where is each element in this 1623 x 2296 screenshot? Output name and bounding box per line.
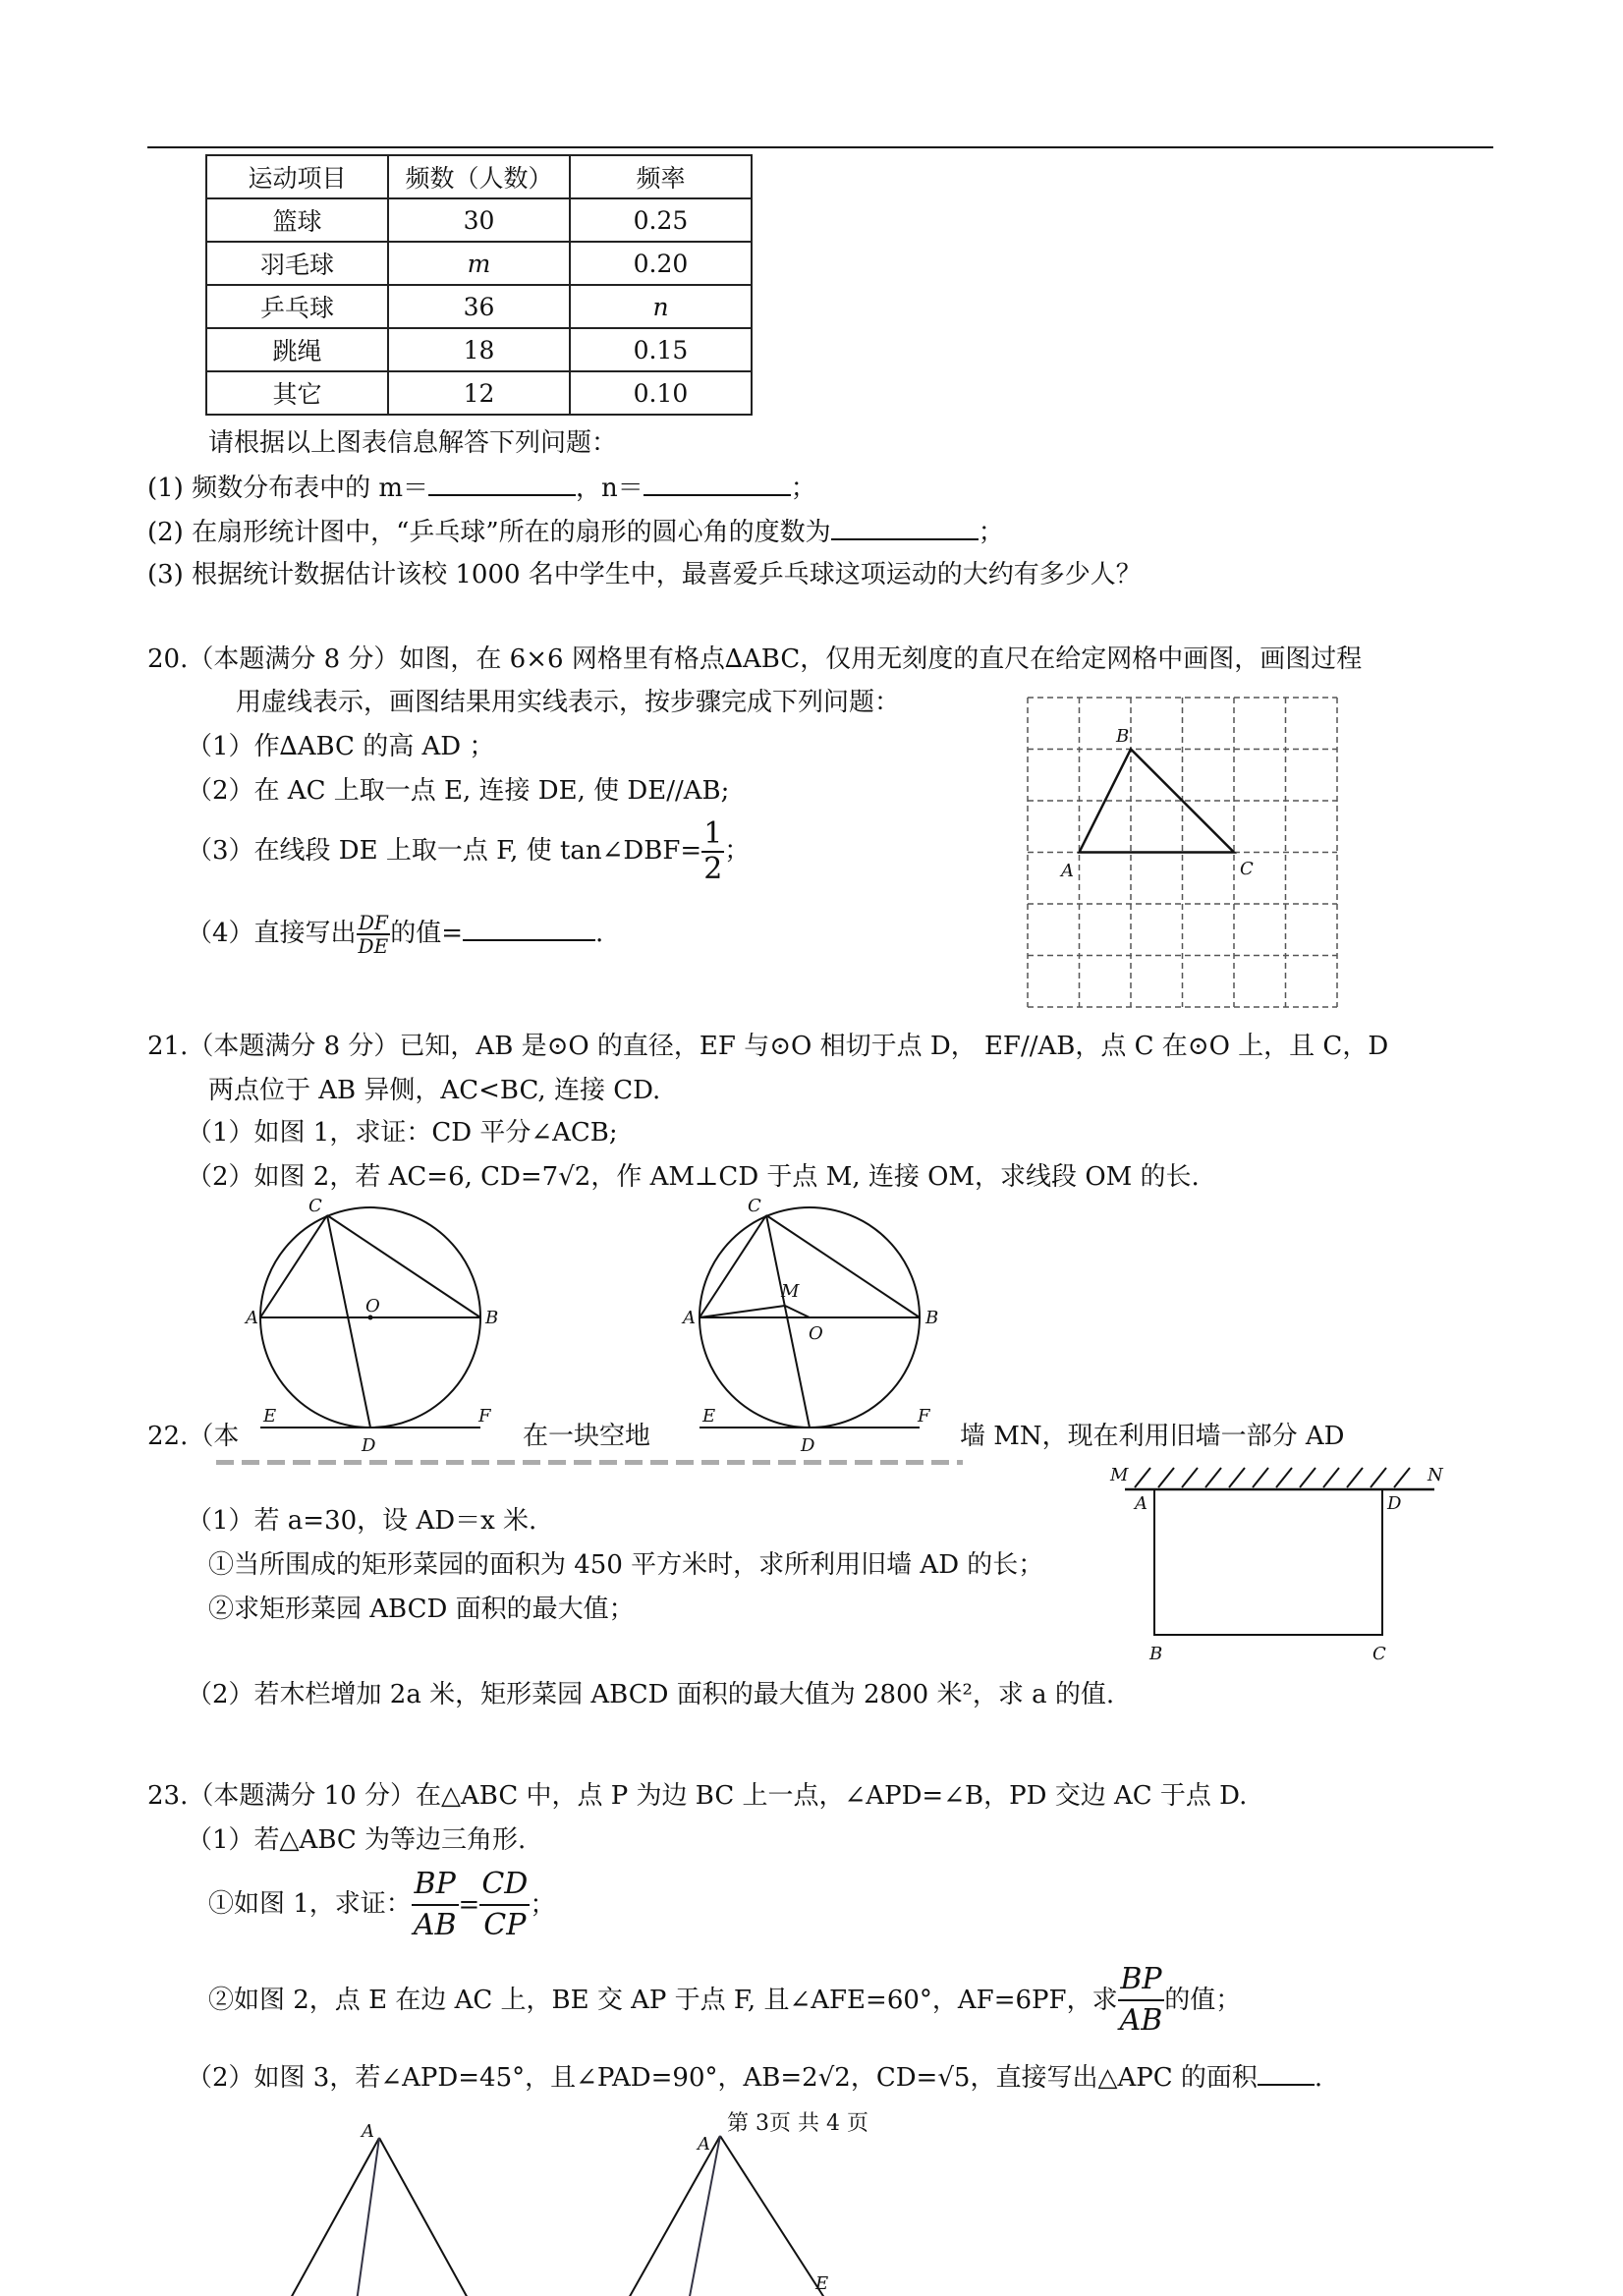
q19-part3: (3) 根据统计数据估计该校 1000 名中学生中，最喜爱乒乓球这项运动的大约有多少人？ xyxy=(147,560,1142,589)
table-cell: 30 xyxy=(388,198,570,242)
fraction-numerator: 1 xyxy=(703,816,723,851)
q21-step2: （2）如图 2，若 AC=6, CD=7√2，作 AM⊥CD 于点 M, 连接 OM，求线段 OM 的长. xyxy=(187,1162,1200,1192)
triangle-figure-1 xyxy=(265,2121,491,2296)
point-label-a: A xyxy=(683,1308,696,1328)
q20-line2: 用虚线表示，画图结果用实线表示，按步骤完成下列问题： xyxy=(236,688,901,717)
point-label-a: A xyxy=(1135,1493,1147,1514)
q19-part2-text: (2) 在扇形统计图中，“乒乓球”所在的扇形的圆心角的度数为 xyxy=(147,518,831,547)
point-label-e: E xyxy=(702,1406,716,1427)
q20-step4-tail: . xyxy=(594,919,604,948)
fraction xyxy=(1118,1960,1165,2041)
q22-step1a: ①当所围成的矩形菜园的面积为 450 平方米时，求所利用旧墙 AD 的长； xyxy=(208,1550,1044,1580)
segment-ap xyxy=(688,2136,720,2296)
point-label-f: F xyxy=(478,1406,491,1427)
table-row xyxy=(206,198,752,242)
fraction xyxy=(412,1865,459,1945)
side-ac xyxy=(720,2136,830,2296)
answer-blank xyxy=(1258,2084,1315,2086)
fraction-denominator: CP xyxy=(483,1908,527,1942)
table-row xyxy=(206,155,752,198)
page-footer: 第 3页 共 4 页 xyxy=(727,2111,868,2136)
q19-part1-text: (1) 频数分布表中的 m＝ xyxy=(147,474,429,503)
point-label-f: F xyxy=(918,1406,930,1427)
table-cell: 18 xyxy=(388,328,570,371)
segment-ac xyxy=(260,1215,327,1317)
fraction xyxy=(479,1865,530,1945)
point-label-c: C xyxy=(748,1196,761,1216)
table-header: 频数（人数） xyxy=(388,155,570,198)
q20-line1: 20.（本题满分 8 分）如图，在 6×6 网格里有格点∆ABC，仅用无刻度的直尺在给定网格中画图，画图过程 xyxy=(147,644,1363,674)
table-cell: n xyxy=(570,285,752,328)
table-row xyxy=(206,242,752,285)
segment-bc xyxy=(327,1215,480,1317)
q20-step3 xyxy=(187,817,750,886)
table-cell: 篮球 xyxy=(206,198,388,242)
fraction-numerator: CD xyxy=(479,1865,530,1906)
segment-cd xyxy=(327,1215,370,1428)
point-label-a: A xyxy=(362,2121,374,2142)
q21-line1: 21.（本题满分 8 分）已知，AB 是⊙O 的直径，EF 与⊙O 相切于点 D， EF//AB，点 C 在⊙O 上，且 C，D xyxy=(147,1032,1389,1061)
fraction xyxy=(357,912,391,957)
q20-step1: （1）作∆ABC 的高 AD ； xyxy=(187,732,495,761)
table-header: 运动项目 xyxy=(206,155,388,198)
point-label-m: M xyxy=(1110,1465,1129,1485)
point-label-o: O xyxy=(809,1323,823,1344)
table-cell: 其它 xyxy=(206,371,388,415)
point-label-a: A xyxy=(698,2134,710,2155)
fraction-numerator: DF xyxy=(357,912,391,935)
q23-step1: （1）若△ABC 为等边三角形. xyxy=(187,1825,527,1855)
table-row xyxy=(206,285,752,328)
q22-step1b: ②求矩形菜园 ABCD 面积的最大值； xyxy=(208,1595,635,1624)
q21-line2: 两点位于 AB 异侧，AC<BC, 连接 CD. xyxy=(208,1076,661,1105)
answer-blank xyxy=(831,538,979,540)
table-cell: 跳绳 xyxy=(206,328,388,371)
fraction-numerator: BP xyxy=(1118,1960,1165,2001)
q23-step2-text: （2）如图 3，若∠APD=45°，且∠PAD=90°，AB=2√2，CD=√5，直接写出△APC 的面积 xyxy=(187,2063,1258,2093)
point-label-e: E xyxy=(263,1406,277,1427)
garden-figure xyxy=(1105,1464,1449,1670)
q21-step1: （1）如图 1，求证：CD 平分∠ACB; xyxy=(187,1118,618,1148)
q20-step3-text: （3）在线段 DE 上取一点 F, 使 tan∠DBF= xyxy=(187,836,702,866)
q22-lead: 22.（本 xyxy=(147,1422,240,1451)
table-cell: 36 xyxy=(388,285,570,328)
point-label-a: A xyxy=(1061,861,1074,881)
point-label-b: B xyxy=(1149,1644,1163,1664)
header-rule xyxy=(147,146,1493,148)
q19-part1-text-c: ； xyxy=(790,474,816,503)
point-label-e: E xyxy=(815,2273,829,2294)
point-label-c: C xyxy=(308,1196,322,1216)
obscured-text-strip xyxy=(216,1456,963,1470)
q23-step2-end: . xyxy=(1314,2063,1323,2093)
answer-blank xyxy=(463,939,595,941)
q20-step4 xyxy=(187,912,603,957)
side-ab xyxy=(285,2138,379,2296)
equals-sign: = xyxy=(458,1890,480,1920)
grid-figure xyxy=(1022,693,1346,1012)
table-cell: m xyxy=(388,242,570,285)
point-label-a: A xyxy=(246,1308,258,1328)
q20-step4-text: （4）直接写出 xyxy=(187,919,357,948)
segment-ac xyxy=(700,1215,766,1317)
circle-figure-2 xyxy=(683,1196,968,1469)
point-label-m: M xyxy=(781,1281,800,1302)
q19-part2-end: ； xyxy=(978,518,1004,547)
q19-part2 xyxy=(147,518,1004,547)
q23-line1: 23.（本题满分 10 分）在△ABC 中，点 P 为边 BC 上一点，∠APD=∠B，PD 交边 AC 于点 D. xyxy=(147,1781,1248,1811)
point-label-b: B xyxy=(1116,726,1130,747)
q23-step1a-text: ①如图 1，求证： xyxy=(208,1889,412,1919)
q19-part1-text-b: ，n＝ xyxy=(576,474,644,503)
table-cell: 0.25 xyxy=(570,198,752,242)
q22-step1: （1）若 a=30，设 AD＝x 米. xyxy=(187,1506,537,1536)
wall-hatching xyxy=(1135,1468,1410,1487)
q20-step2: （2）在 AC 上取一点 E, 连接 DE, 使 DE//AB; xyxy=(187,776,730,806)
segment-ap xyxy=(356,2138,379,2296)
q23-step1a xyxy=(208,1865,555,1945)
q23-step1a-end: ； xyxy=(530,1890,556,1920)
q22-step2: （2）若木栏增加 2a 米，矩形菜园 ABCD 面积的最大值为 2800 米²，求 a 的值. xyxy=(187,1680,1115,1709)
fraction-denominator: AB xyxy=(1119,2003,1163,2038)
point-label-o: O xyxy=(365,1296,380,1316)
q20-step3-end: ； xyxy=(724,836,751,866)
point-label-d: D xyxy=(1387,1493,1402,1514)
q23-step2 xyxy=(187,2063,1322,2093)
table-row xyxy=(206,328,752,371)
circle-figure-1 xyxy=(246,1196,531,1469)
side-ac xyxy=(379,2138,474,2296)
fraction-numerator: BP xyxy=(412,1865,459,1906)
point-label-b: B xyxy=(485,1308,499,1328)
table-cell: 12 xyxy=(388,371,570,415)
segment-cd xyxy=(766,1215,810,1428)
triangle-figure-2 xyxy=(609,2130,845,2296)
fraction-denominator: AB xyxy=(413,1908,457,1942)
q23-step1b-end: 的值； xyxy=(1164,1986,1242,2015)
table-cell: 0.10 xyxy=(570,371,752,415)
table-cell: 0.15 xyxy=(570,328,752,371)
segment-am xyxy=(700,1306,785,1317)
answer-blank xyxy=(644,494,791,496)
table-cell: 0.20 xyxy=(570,242,752,285)
point-label-b: B xyxy=(925,1308,939,1328)
point-label-d: D xyxy=(801,1435,815,1456)
q22-tail: 墙 MN，现在利用旧墙一部分 AD xyxy=(960,1422,1345,1451)
q22-mid: 在一块空地 xyxy=(523,1422,651,1451)
answer-blank xyxy=(428,494,576,496)
q23-step1b-text: ②如图 2，点 E 在边 AC 上，BE 交 AP 于点 F, 且∠AFE=60°，AF=6PF，求 xyxy=(208,1986,1118,2015)
rectangle-abcd xyxy=(1154,1489,1382,1635)
q19-intro: 请根据以上图表信息解答下列问题： xyxy=(208,428,618,458)
table-row xyxy=(206,371,752,415)
point-label-d: D xyxy=(362,1435,376,1456)
point-label-n: N xyxy=(1427,1465,1443,1485)
q19-part1 xyxy=(147,474,816,503)
fraction-denominator: DE xyxy=(358,934,389,958)
fraction xyxy=(701,817,724,886)
table-header: 频率 xyxy=(570,155,752,198)
table-cell: 羽毛球 xyxy=(206,242,388,285)
segment-bc xyxy=(766,1215,920,1317)
fraction-denominator: 2 xyxy=(703,852,723,886)
point-label-c: C xyxy=(1372,1644,1386,1664)
table-cell: 乒乓球 xyxy=(206,285,388,328)
segment-om xyxy=(785,1306,810,1317)
frequency-table xyxy=(205,154,753,416)
point-label-c: C xyxy=(1240,859,1254,879)
q20-step4-end: 的值= xyxy=(390,919,463,948)
q23-step1b xyxy=(208,1960,1241,2041)
